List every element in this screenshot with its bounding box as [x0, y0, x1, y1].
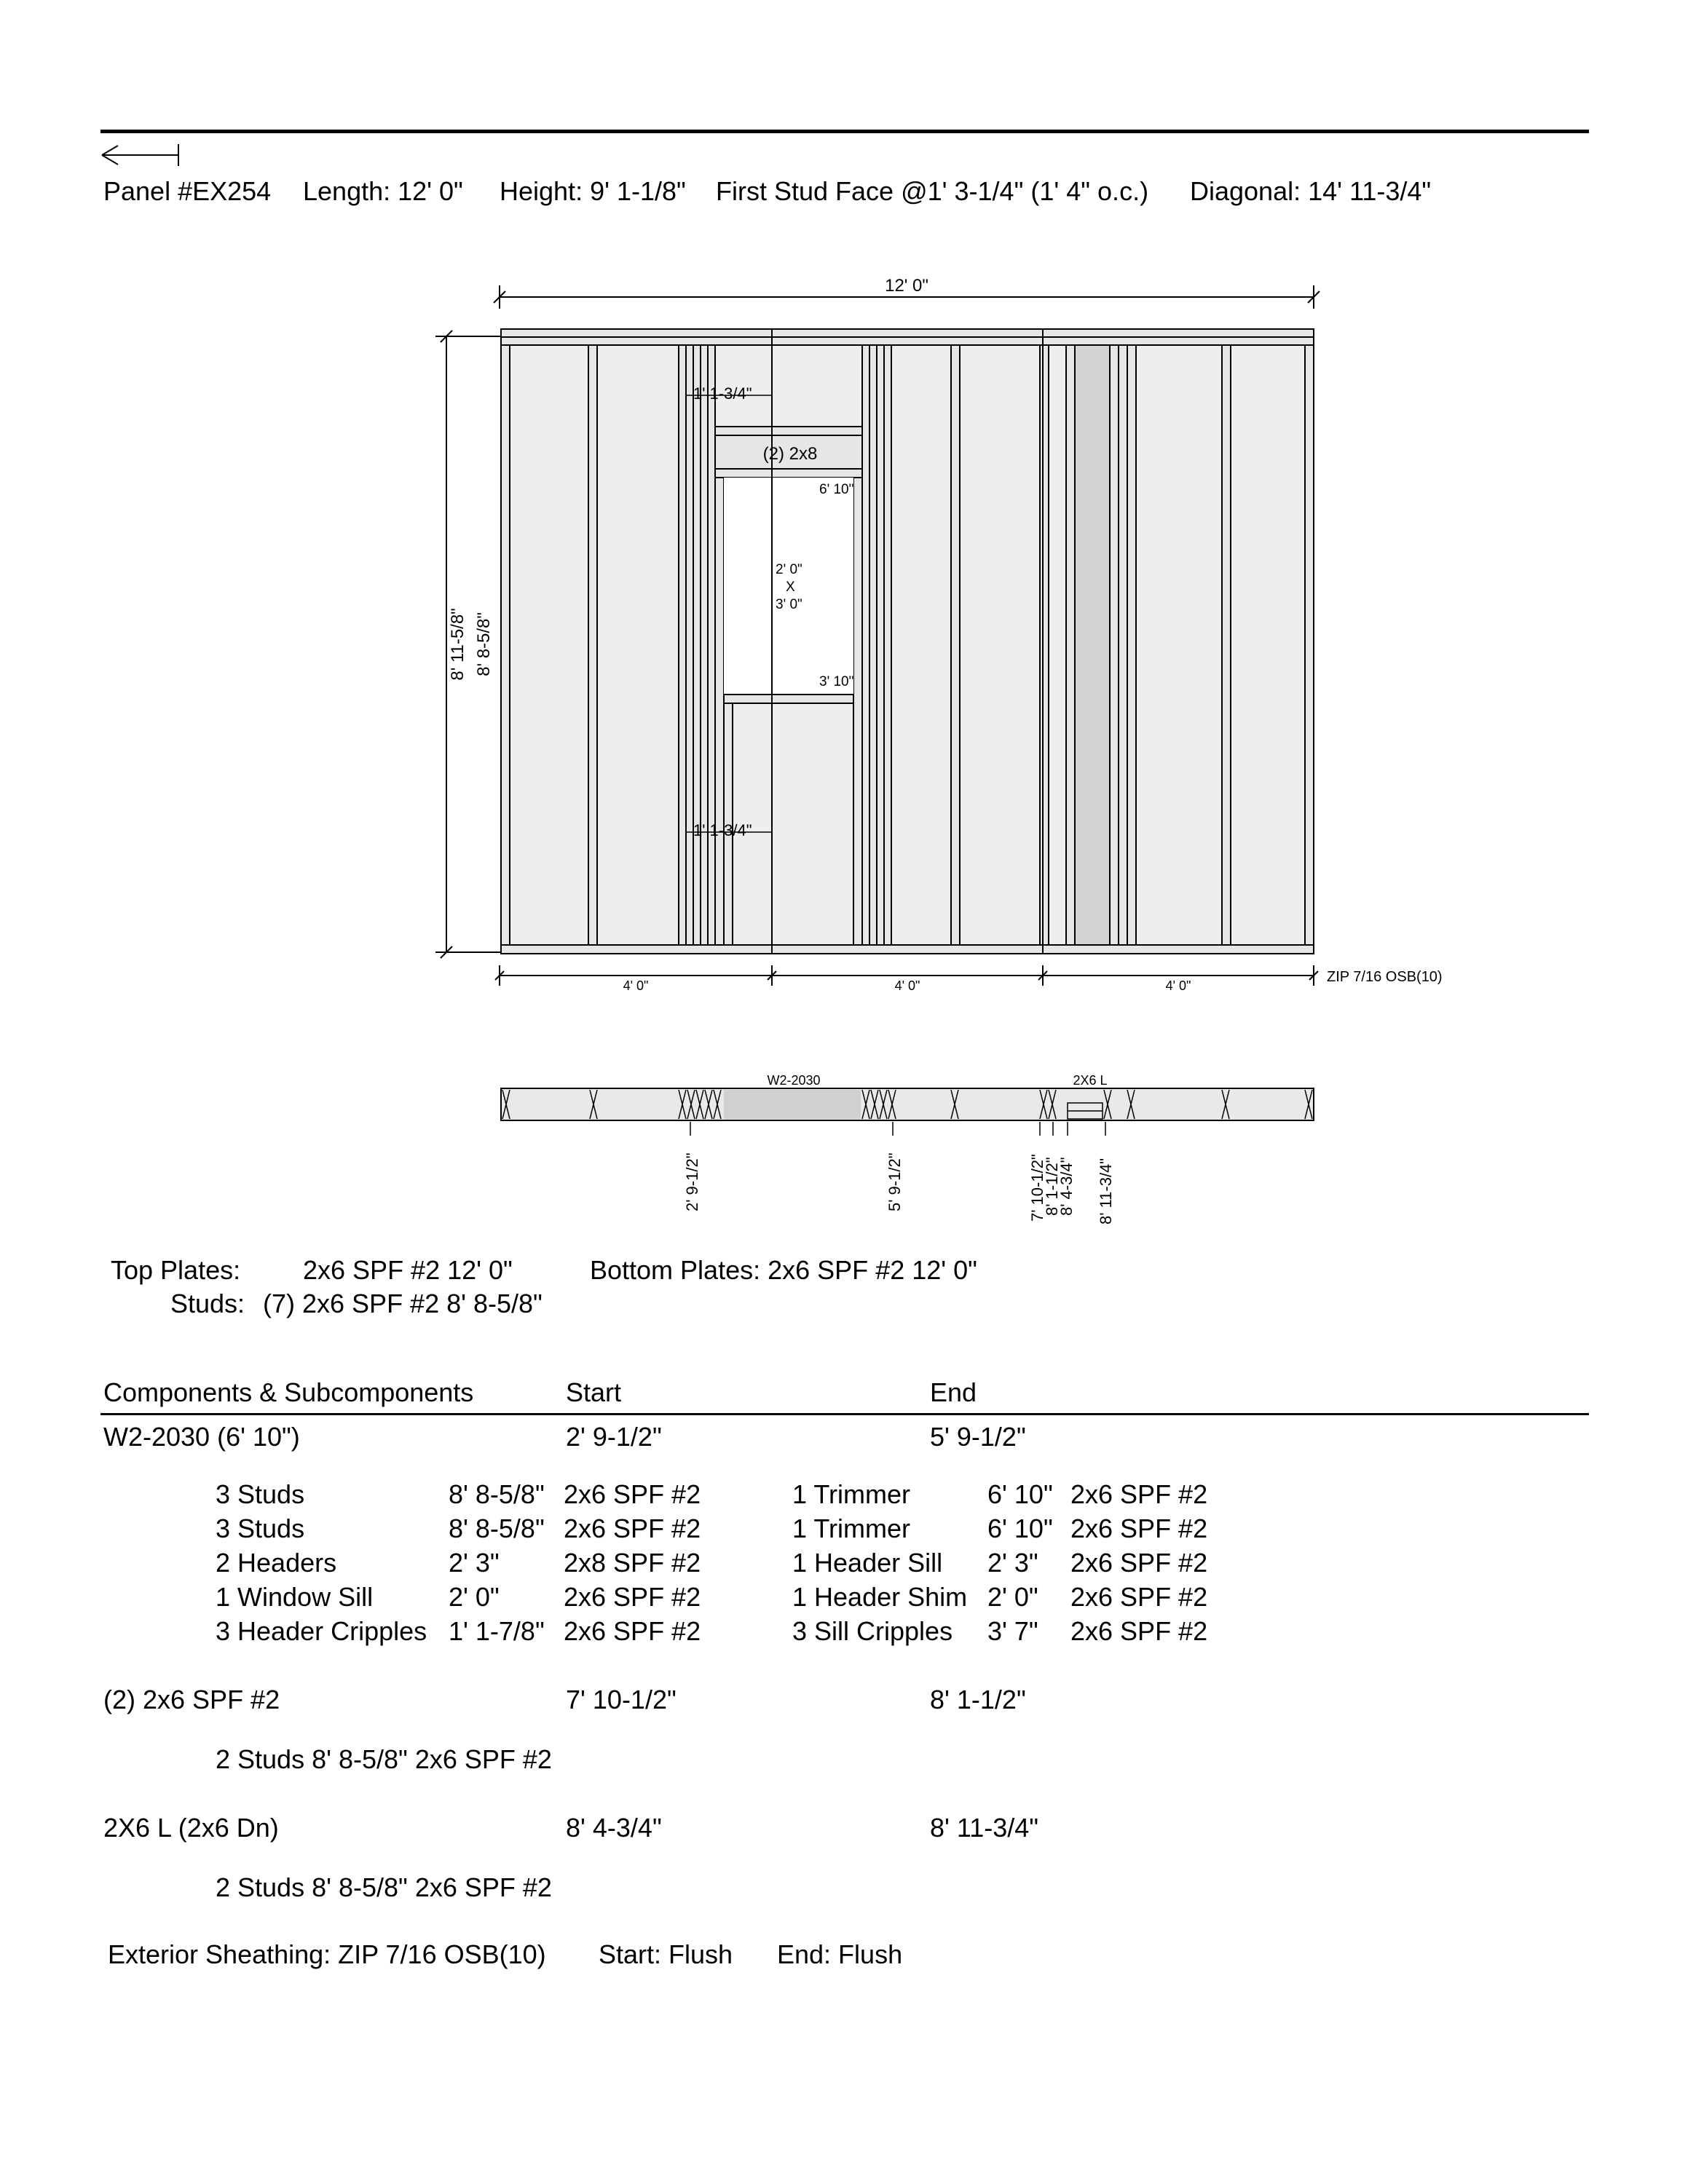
list-item: 3 Sill Cripples	[792, 1616, 953, 1646]
top-plates-value: 2x6 SPF #2 12' 0"	[303, 1255, 513, 1285]
sheet-dim-2: 4' 0"	[894, 978, 920, 993]
list-item: 3 Studs	[216, 1514, 305, 1543]
l-corner-name: 2X6 L (2x6 Dn)	[103, 1813, 279, 1843]
end-header: End	[930, 1377, 977, 1407]
plan-l-label: 2X6 L	[1073, 1073, 1108, 1088]
list-item: 3 Header Cripples	[216, 1616, 427, 1646]
cripple-dim-top: 1' 1-3/4"	[693, 384, 752, 403]
list-item: 1 Window Sill	[216, 1582, 374, 1612]
plan-dim-4: 8' 1-1/2"	[1043, 1157, 1061, 1216]
sill-height-dim: 3' 10"	[819, 674, 854, 689]
bottom-plates: Bottom Plates: 2x6 SPF #2 12' 0"	[590, 1255, 977, 1285]
table-header-rule	[100, 1413, 1589, 1415]
panel-id: Panel #EX254	[103, 176, 272, 206]
opening-width: 2' 0"	[776, 562, 802, 577]
cripple-dim-bottom: 1' 1-3/4"	[693, 821, 752, 839]
first-stud-face: First Stud Face @1' 3-1/4" (1' 4" o.c.)	[716, 176, 1149, 206]
stud-pack-end: 8' 1-1/2"	[930, 1685, 1026, 1714]
list-item: 8' 8-5/8"	[449, 1514, 545, 1543]
opening-x: X	[786, 579, 795, 595]
window-sill	[724, 695, 853, 703]
top-plate-2	[501, 337, 1314, 345]
list-item: 2x6 SPF #2	[1070, 1479, 1208, 1509]
bottom-plate	[501, 945, 1314, 954]
list-item: 2' 0"	[449, 1582, 500, 1612]
overall-length-dim: 12' 0"	[885, 276, 928, 296]
list-item: 2x6 SPF #2	[564, 1582, 701, 1612]
panel-diagonal: Diagonal: 14' 11-3/4"	[1190, 176, 1432, 206]
plan-dim-5: 8' 4-3/4"	[1057, 1157, 1076, 1216]
list-item: 2x6 SPF #2	[1070, 1548, 1208, 1578]
list-item: 2x6 SPF #2	[564, 1616, 701, 1646]
list-item: 2' 0"	[987, 1582, 1038, 1612]
studs-label: Studs:	[170, 1289, 245, 1318]
header-label: (2) 2x8	[762, 444, 818, 464]
top-plate-1	[501, 329, 1314, 337]
list-item: 2x6 SPF #2	[564, 1514, 701, 1543]
l-corner-detail: 2 Studs 8' 8-5/8" 2x6 SPF #2	[216, 1872, 552, 1902]
list-item: 3' 7"	[987, 1616, 1038, 1646]
window-end: 5' 9-1/2"	[930, 1422, 1026, 1452]
window-start: 2' 9-1/2"	[566, 1422, 662, 1452]
list-item: 6' 10"	[987, 1479, 1053, 1509]
sheathing-label: Exterior Sheathing: ZIP 7/16 OSB(10)	[108, 1939, 546, 1969]
sheathing-end: End: Flush	[777, 1939, 903, 1969]
list-item: 1 Header Sill	[792, 1548, 943, 1578]
plan-dim-1: 2' 9-1/2"	[683, 1152, 701, 1211]
plan-dim-3: 7' 10-1/2"	[1028, 1154, 1046, 1222]
list-item: 1 Trimmer	[792, 1514, 910, 1543]
window-header	[715, 427, 862, 435]
list-item: 2' 3"	[987, 1548, 1038, 1578]
opening-height: 3' 0"	[776, 597, 802, 612]
list-item: 6' 10"	[987, 1514, 1053, 1543]
stud-pack-name: (2) 2x6 SPF #2	[103, 1685, 280, 1714]
panel-length: Length: 12' 0"	[303, 176, 463, 206]
overall-height-dim: 8' 11-5/8"	[448, 608, 468, 681]
plan-dim-6: 8' 11-3/4"	[1097, 1158, 1115, 1224]
sheet-dim-1: 4' 0"	[623, 978, 649, 993]
list-item: 2x6 SPF #2	[1070, 1616, 1208, 1646]
list-item: 1' 1-7/8"	[449, 1616, 545, 1646]
list-item: 2x6 SPF #2	[1070, 1514, 1208, 1543]
list-item: 1 Header Shim	[792, 1582, 968, 1612]
list-item: 3 Studs	[216, 1479, 305, 1509]
list-item: 2 Headers	[216, 1548, 337, 1578]
list-item: 2x6 SPF #2	[1070, 1582, 1208, 1612]
stud-pack-start: 7' 10-1/2"	[566, 1685, 677, 1714]
top-plates-label: Top Plates:	[111, 1255, 241, 1285]
list-item: 2x8 SPF #2	[564, 1548, 701, 1578]
list-item: 1 Trimmer	[792, 1479, 910, 1509]
list-item: 2x6 SPF #2	[564, 1479, 701, 1509]
list-item: 2' 3"	[449, 1548, 500, 1578]
stud-height-dim: 8' 8-5/8"	[474, 612, 494, 676]
header-height-dim: 6' 10"	[819, 482, 854, 497]
start-header: Start	[566, 1377, 622, 1407]
l-corner-start: 8' 4-3/4"	[566, 1813, 662, 1843]
stud-pack-detail: 2 Studs 8' 8-5/8" 2x6 SPF #2	[216, 1744, 552, 1774]
studs-value: (7) 2x6 SPF #2 8' 8-5/8"	[263, 1289, 543, 1318]
list-item: 8' 8-5/8"	[449, 1479, 545, 1509]
l-corner-end: 8' 11-3/4"	[930, 1813, 1039, 1843]
window-component-name: W2-2030 (6' 10")	[103, 1422, 300, 1452]
panel-height: Height: 9' 1-1/8"	[500, 176, 686, 206]
plan-dim-2: 5' 9-1/2"	[886, 1152, 904, 1211]
plan-window-label: W2-2030	[767, 1073, 821, 1088]
sheet-dim-3: 4' 0"	[1165, 978, 1191, 993]
components-header: Components & Subcomponents	[103, 1377, 474, 1407]
sheathing-start: Start: Flush	[599, 1939, 733, 1969]
sheathing-note: ZIP 7/16 OSB(10)	[1327, 969, 1443, 985]
